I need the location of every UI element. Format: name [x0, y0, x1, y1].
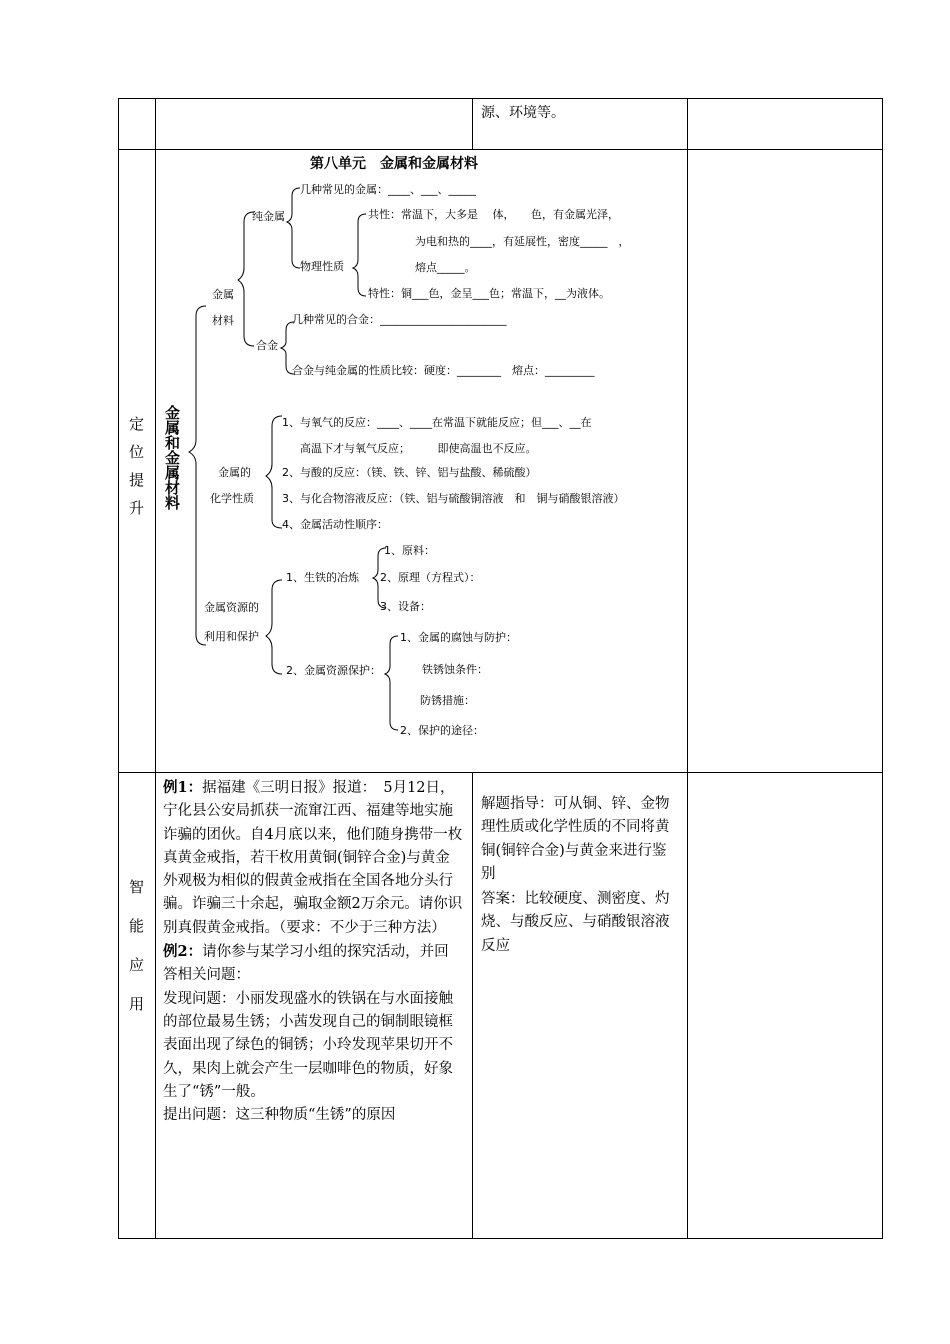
side-char: 位: [128, 443, 144, 461]
pure-metal-label: 纯金属: [252, 210, 285, 223]
common-props-l3: 熔点_____。: [415, 261, 476, 274]
smelt-1: 1、原料：: [384, 544, 435, 557]
guide-content: [481, 793, 679, 958]
brace-materials: [238, 212, 254, 346]
raise-question: 提出问题：这三种物质“生锈”的原因: [163, 1107, 396, 1124]
chem-props-l1: 金属的: [218, 466, 251, 479]
example-1-text: 据福建《三明日报》报道： 5月12日，宁化县公安局抓获一流窜江西、福建等地实施诈骗的团伙。自4月底以来，他们随身携带一枚真黄金戒指，若干枚用黄铜(铜锌合金)与黄金外观极为相似的假黄金戒指在全国各地分头行骗。诈骗三十余起，骗取金额2万余元。请你识别真假黄金戒指。（要求：不少于三种方法）: [163, 780, 463, 936]
brace-physical: [353, 214, 366, 296]
resource-l2: 利用和保护: [204, 630, 259, 643]
example-2: [163, 940, 463, 988]
side-char: 升: [128, 499, 144, 517]
brace-chemical: [266, 416, 282, 528]
materials-label-l2: 材料: [212, 314, 234, 327]
chem-props-l2: 化学性质: [210, 492, 254, 505]
example-2-label: 例2：: [163, 943, 203, 961]
smelt-2: 2、原理（方程式）：: [380, 571, 481, 584]
side-char: 能: [128, 917, 144, 935]
materials-label-l1: 金属: [212, 288, 234, 301]
example-2-text: 请你参与某学习小组的探究活动，并回答相关问题：: [163, 944, 449, 984]
brace-root: [189, 306, 206, 645]
side-char: 用: [128, 995, 144, 1013]
common-props-l1: 共性：常温下，大多是 体， 色，有金属光泽，: [368, 208, 619, 221]
special-props: 特性：铜___色，金呈___色；常温下，__为液体。: [368, 287, 610, 300]
example-1-label: 例1：: [163, 779, 203, 796]
common-props-l2: 为电和热的____，有延展性，密度_____ ，: [415, 235, 630, 248]
unit-title: 第八单元 金属和金属材料: [310, 156, 478, 172]
common-alloys: 几种常见的合金：_______________________: [292, 313, 507, 326]
resource-protect: 2、金属资源保护：: [286, 664, 381, 677]
side-char: 应: [128, 956, 144, 974]
iron-smelting: 1、生铁的冶炼: [286, 571, 359, 584]
physical-props-label: 物理性质: [300, 260, 344, 273]
chem-2: 2、与酸的反应：（镁、铁、锌、铝与盐酸、稀硫酸）: [282, 466, 537, 479]
alloy-label: 合金: [256, 339, 278, 352]
example-1: [163, 776, 463, 940]
rust-measures: 防锈措施：: [420, 694, 475, 707]
examples-content: [163, 776, 463, 1127]
chem-3: 3、与化合物溶液反应：（铁、铝与硫酸铜溶液 和 铜与硝酸银溶液）: [282, 492, 625, 505]
chem-1-l2: 高温下才与氧气反应； 即使高温也不反应。: [300, 442, 537, 455]
smelt-3: 3、设备：: [380, 600, 431, 613]
side-char: 提: [128, 471, 144, 489]
rust-conditions: 铁锈蚀条件：: [422, 663, 488, 676]
row3-side-label: [118, 868, 155, 1024]
row1-col3-text: 源、环境等。: [481, 105, 565, 121]
side-char: 定: [128, 415, 144, 433]
side-char: 智: [128, 878, 144, 896]
brace-pure-metal: [287, 188, 300, 268]
answer: 答案：比较硬度、测密度、灼烧、与酸反应、与硝酸银溶液反应: [481, 891, 670, 954]
root-label: 金属和金属材料: [163, 405, 181, 510]
brace-resources: [266, 580, 282, 674]
common-metals: 几种常见的金属：____、___、_____: [300, 183, 476, 196]
alloy-compare: 合金与纯金属的性质比较：硬度：________ 熔点：_________: [292, 364, 595, 377]
chem-4: 4、金属活动性顺序：: [282, 518, 388, 531]
brace-protection: [385, 636, 398, 730]
discover-problem: 发现问题：小丽发现盛水的铁锅在与水面接触的部位最易生锈；小茜发现自己的铜制眼镜框表面出现了绿色的铜锈；小玲发现苹果切开不久，果肉上就会产生一层咖啡色的物质，好象生了“锈”一般。: [163, 990, 453, 1100]
protect-2: 2、保护的途径：: [400, 724, 484, 737]
protect-1: 1、金属的腐蚀与防护：: [400, 631, 517, 644]
resource-l1: 金属资源的: [204, 601, 259, 614]
solution-guide: 解题指导：可从铜、锌、金物理性质或化学性质的不同将黄铜(铜锌合金)与黄金来进行鉴别: [481, 796, 670, 882]
chem-1-l1: 1、与氧气的反应：____、____在常温下就能反应；但___、__在: [282, 416, 592, 429]
